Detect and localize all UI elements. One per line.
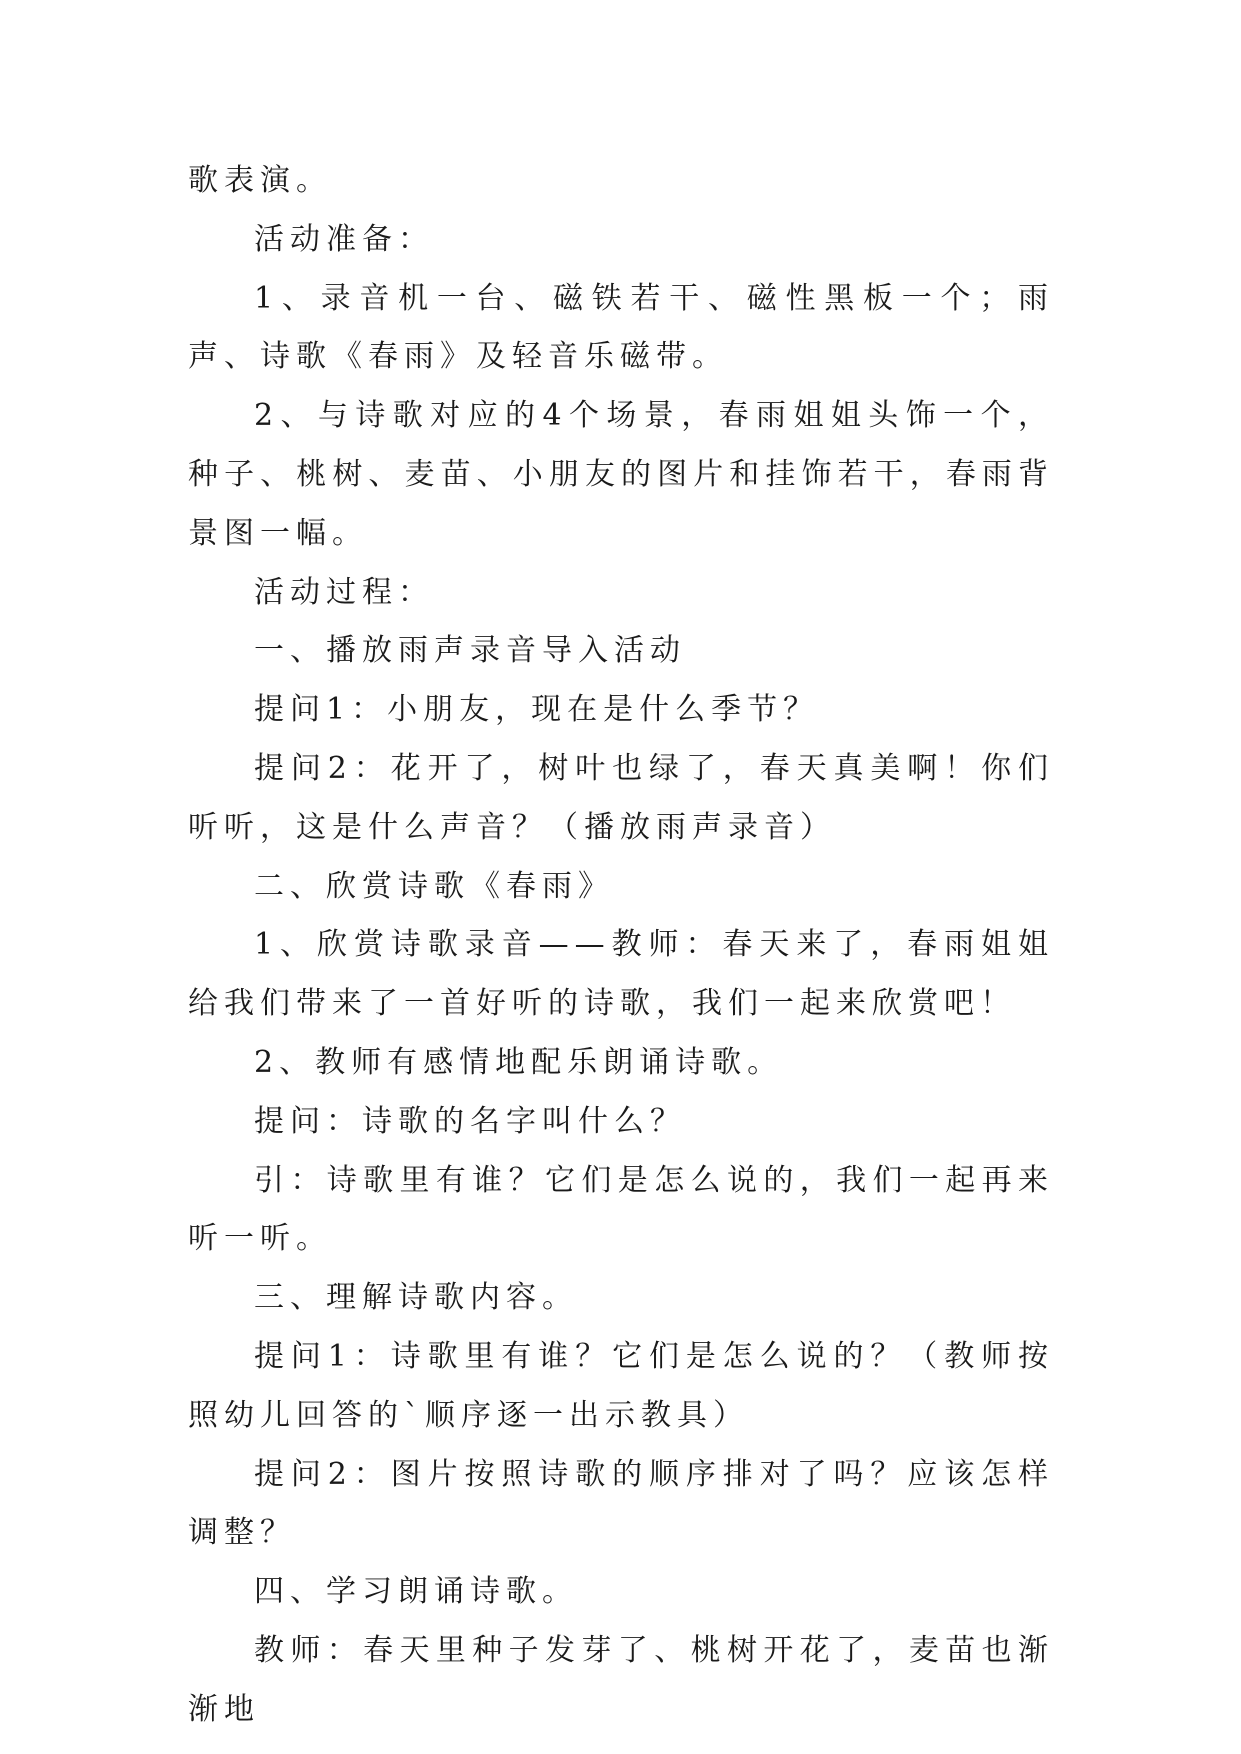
paragraph: 提问2：花开了，树叶也绿了，春天真美啊！你们听听，这是什么声音？（播放雨声录音）: [188, 750, 1054, 845]
paragraph: 教师：春天里种子发芽了、桃树开花了，麦苗也渐渐地: [188, 1632, 1054, 1727]
paragraph: 四、学习朗诵诗歌。: [254, 1574, 578, 1610]
paragraph: 歌表演。: [188, 163, 332, 198]
document-page: [188, 0, 1054, 1754]
paragraph: 引：诗歌里有谁？它们是怎么说的，我们一起再来听一听。: [188, 1162, 1054, 1257]
paragraph: 2、与诗歌对应的4个场景，春雨姐姐头饰一个，种子、桃树、麦苗、小朋友的图片和挂饰若干，春雨背景图一幅。: [188, 398, 1054, 551]
paragraph: 二、欣赏诗歌《春雨》: [254, 868, 614, 904]
document-body: [188, 152, 1054, 1740]
paragraph: 一、播放雨声录音导入活动: [254, 633, 686, 669]
paragraph: 1、录音机一台、磁铁若干、磁性黑板一个；雨声、诗歌《春雨》及轻音乐磁带。: [188, 280, 1054, 375]
paragraph: 1、欣赏诗歌录音——教师：春天来了，春雨姐姐给我们带来了一首好听的诗歌，我们一起来欣赏吧！: [188, 927, 1054, 1022]
paragraph: 活动过程：: [254, 574, 434, 610]
paragraph: 三、理解诗歌内容。: [254, 1280, 578, 1316]
paragraph: 2、教师有感情地配乐朗诵诗歌。: [254, 1044, 784, 1080]
paragraph: 提问1：诗歌里有谁？它们是怎么说的？（教师按照幼儿回答的`顺序逐一出示教具）: [188, 1338, 1054, 1433]
paragraph: 活动准备：: [254, 221, 434, 257]
paragraph: 提问：诗歌的名字叫什么？: [254, 1103, 686, 1139]
paragraph: 提问1：小朋友，现在是什么季节？: [254, 692, 820, 728]
paragraph: 提问2：图片按照诗歌的顺序排对了吗？应该怎样调整？: [188, 1456, 1054, 1551]
